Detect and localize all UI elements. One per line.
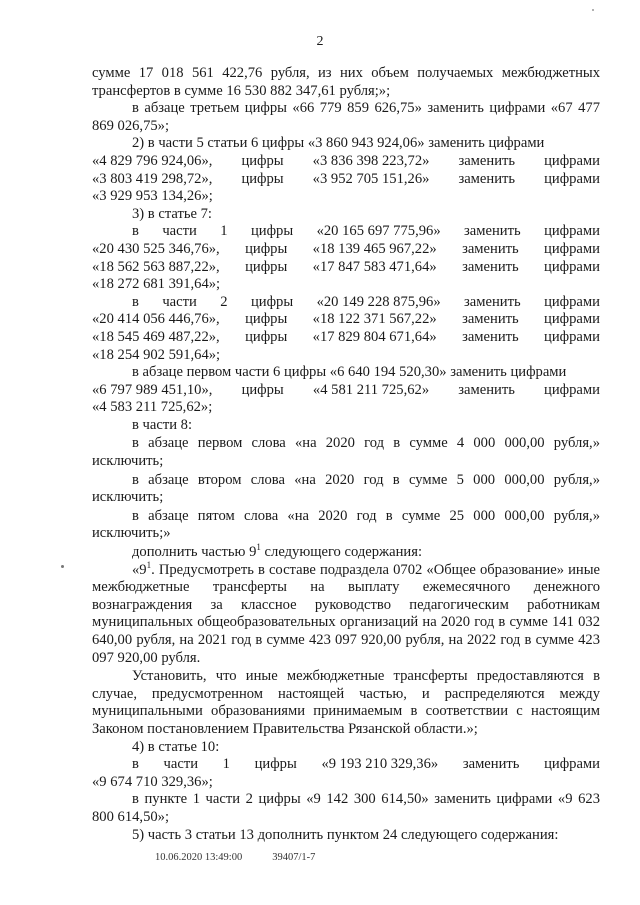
paragraph: дополнить частью $9^1$ следующего содержания: <box>132 542 423 561</box>
amount-row: «3 803 419 298,72», цифры «3 952 705 151,26» заменить цифрами <box>92 170 600 187</box>
paragraph: в абзаце первом слова «на 2020 год в сумме 4 000 000,00 рубля,» исключить; <box>92 435 600 470</box>
page-number: 2 <box>316 34 324 49</box>
paragraph: «4 583 211 725,62»; <box>92 399 213 416</box>
paragraph: 2) в части 5 статьи 6 цифры «3 860 943 924,06» заменить цифрами <box>132 135 545 152</box>
amount-row: «20 430 525 346,76», цифры «18 139 465 967,22» заменить цифрами <box>92 240 600 257</box>
amount-row: в части 1 цифры «20 165 697 775,96» заменить цифрами <box>132 223 600 240</box>
amount-row: в части 1 цифры «9 193 210 329,36» заменить цифрами <box>132 756 600 773</box>
paragraph: в абзаце втором слова «на 2020 год в сумме 5 000 000,00 рубля,» исключить; <box>92 471 600 506</box>
footer <box>155 852 345 863</box>
amount-row: «4 829 796 924,06», цифры «3 836 398 223,72» заменить цифрами <box>92 152 600 169</box>
paragraph: Установить, что иные межбюджетные трансферты предоставляются в случае, предусмотренном настоящей частью, и распределяются между муниципальными образованиями принимаемым в соответствии с настоящим Законом постановлением Правительства Рязанской области.»; <box>92 668 600 737</box>
footer-datetime: 10.06.2020 13:49:00 <box>155 852 243 863</box>
paragraph: 4) в статье 10: <box>132 738 220 755</box>
paragraph: «$9^1$. Предусмотреть в составе подраздела 0702 «Общее образование» иные межбюджетные трансферты на выплату ежемесячного денежного вознаграждения за классное руководство педагогическим работникам муниципальных общеобразовательных организаций на 2020 год в сумме 141 032 640,00 рубля, на 2021 год в сумме 423 097 920,00 рубля, на 2022 год в сумме 423 097 920,00 рубля. <box>92 559 600 666</box>
paragraph: в абзаце пятом слова «на 2020 год в сумме 25 000 000,00 рубля,» исключить;» <box>92 507 600 542</box>
amount-row: «18 562 563 887,22», цифры «17 847 583 471,64» заменить цифрами <box>92 258 600 275</box>
paragraph: «3 929 953 134,26»; <box>92 188 213 205</box>
paragraph: в части 8: <box>132 416 193 433</box>
paragraph: в пункте 1 части 2 цифры «9 142 300 614,50» заменить цифрами «9 623 800 614,50»; <box>92 791 600 825</box>
paragraph: 5) часть 3 статьи 13 дополнить пунктом 24 следующего содержания: <box>132 826 559 843</box>
footer-doc-id: 39407/1-7 <box>272 852 316 863</box>
amount-row: «6 797 989 451,10», цифры «4 581 211 725,62» заменить цифрами <box>92 381 600 398</box>
paragraph: в абзаце первом части 6 цифры «6 640 194 520,30» заменить цифрами <box>132 364 567 381</box>
paragraph: 3) в статье 7: <box>132 205 212 222</box>
paragraph: сумме 17 018 561 422,76 рубля, из них объем получаемых межбюджетных трансфертов в сумме 16 530 882 347,61 рубля;»; <box>92 65 600 99</box>
paragraph: «18 254 902 591,64»; <box>92 346 221 363</box>
amount-row: «20 414 056 446,76», цифры «18 122 371 567,22» заменить цифрами <box>92 311 600 328</box>
document-body <box>92 65 600 844</box>
paragraph: «18 272 681 391,64»; <box>92 276 221 293</box>
amount-row: «18 545 469 487,22», цифры «17 829 804 671,64» заменить цифрами <box>92 328 600 345</box>
paragraph: «9 674 710 329,36»; <box>92 773 213 790</box>
amount-row: в части 2 цифры «20 149 228 875,96» заменить цифрами <box>132 293 600 310</box>
scan-speck <box>592 9 594 11</box>
paragraph: в абзаце третьем цифры «66 779 859 626,75» заменить цифрами «67 477 869 026,75»; <box>92 100 600 134</box>
scan-speck <box>61 565 64 568</box>
